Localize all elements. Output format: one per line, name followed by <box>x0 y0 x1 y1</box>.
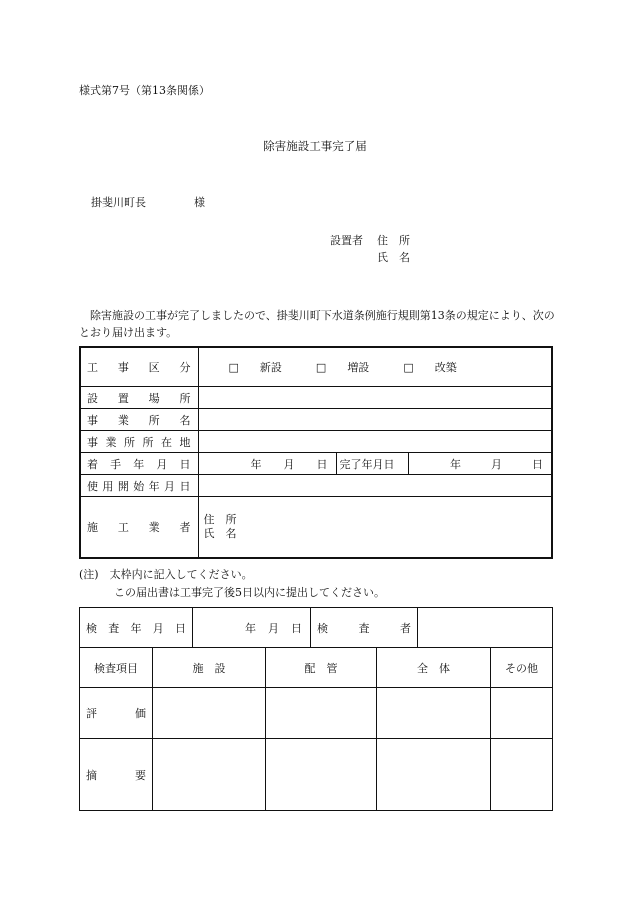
row-office-address <box>80 431 552 453</box>
label-char: 月 <box>156 457 168 471</box>
applicant-label: 設置者 <box>330 234 363 247</box>
option-new-label: 新設 <box>259 361 282 374</box>
label-char: 評 <box>86 707 97 720</box>
applicant-address-label: 住 所 <box>377 234 410 247</box>
inspection-items-row <box>80 648 553 688</box>
row-office-name <box>80 409 552 431</box>
inspector-label-text <box>311 620 417 636</box>
col-other: その他 <box>491 648 553 688</box>
inspector-field[interactable] <box>418 608 553 648</box>
label-char: 始 <box>133 479 145 493</box>
label-char: 日 <box>179 479 191 493</box>
contractor-field[interactable] <box>198 497 552 559</box>
evaluation-row <box>80 688 553 739</box>
use-start-label-text <box>87 478 198 494</box>
contractor-label <box>80 497 198 559</box>
evaluation-other[interactable] <box>491 688 553 739</box>
inspection-date-label-text <box>80 620 192 636</box>
label-char: 所 <box>124 435 135 449</box>
summary-piping[interactable] <box>266 739 377 811</box>
completion-year: 年 <box>450 457 461 471</box>
label-char: 施 <box>87 521 98 534</box>
evaluation-label <box>80 688 153 739</box>
use-start-label <box>80 475 198 497</box>
label-char: 価 <box>135 707 146 720</box>
evaluation-facility[interactable] <box>153 688 266 739</box>
row-contractor <box>80 497 552 559</box>
inspection-date-label <box>80 608 193 648</box>
label-char: 工 <box>87 361 98 374</box>
start-day: 日 <box>316 457 328 471</box>
label-char: 着 <box>87 457 98 471</box>
evaluation-label-text <box>80 705 152 721</box>
label-char: 工 <box>117 521 129 534</box>
document-title: 除害施設工事完了届 <box>263 139 367 153</box>
label-char: 場 <box>148 391 160 405</box>
location-field[interactable] <box>198 387 552 409</box>
checkbox-renovation[interactable]: □ <box>403 361 414 374</box>
evaluation-overall[interactable] <box>377 688 491 739</box>
label-char: 業 <box>148 521 160 534</box>
col-facility: 施 設 <box>153 648 266 688</box>
label-char: 年 <box>148 479 160 493</box>
checkbox-new[interactable]: □ <box>228 361 239 374</box>
insp-year: 年 <box>245 621 256 635</box>
start-date-label-text <box>87 456 198 472</box>
label-char: 査 <box>358 621 370 635</box>
addressee <box>91 194 205 210</box>
office-name-label <box>80 409 198 431</box>
office-name-field[interactable] <box>198 409 552 431</box>
form-number: 様式第7号（第13条関係） <box>79 84 210 97</box>
option-new[interactable] <box>229 359 292 375</box>
completion-month: 月 <box>491 457 502 471</box>
label-char: 置 <box>117 391 129 405</box>
applicant-name-label: 氏 名 <box>377 251 410 264</box>
notes-prefix: (注) <box>79 568 99 581</box>
note-1: 太枠内に記入してください。 <box>109 568 253 581</box>
inspection-table <box>79 607 553 811</box>
label-char: 地 <box>179 435 191 449</box>
label-char: 設 <box>87 391 98 405</box>
label-char: 在 <box>161 435 172 449</box>
row-use-start <box>80 475 552 497</box>
option-addition[interactable] <box>316 359 379 375</box>
row-construction-type <box>80 347 552 387</box>
contractor-address-label: 住 所 <box>203 513 237 526</box>
evaluation-piping[interactable] <box>266 688 377 739</box>
label-char: 査 <box>108 621 120 635</box>
option-addition-label: 増設 <box>347 361 370 374</box>
insp-month: 月 <box>268 621 279 635</box>
office-name-label-text <box>87 412 198 428</box>
inspection-header-row <box>80 608 553 648</box>
contractor-name-label: 氏 名 <box>203 527 237 540</box>
label-char: 月 <box>164 479 176 493</box>
label-char: 使 <box>87 479 98 493</box>
col-overall: 全 体 <box>377 648 491 688</box>
label-char: 分 <box>179 361 191 374</box>
completion-date-field[interactable] <box>408 453 552 475</box>
label-char: 年 <box>130 621 142 635</box>
inspector-label <box>311 608 418 648</box>
label-char: 用 <box>102 479 114 493</box>
start-date-field[interactable] <box>198 453 336 475</box>
label-char: 年 <box>133 457 145 471</box>
option-renovation-label: 改築 <box>434 361 457 374</box>
office-address-label <box>80 431 198 453</box>
label-char: 事 <box>87 413 98 427</box>
summary-row <box>80 739 553 811</box>
label-char: 者 <box>400 621 411 635</box>
completion-day: 日 <box>532 457 543 471</box>
note-2: この届出書は工事完了後5日以内に提出してください。 <box>114 586 385 599</box>
location-label <box>80 387 198 409</box>
use-start-field[interactable] <box>198 475 552 497</box>
label-char: 者 <box>179 521 191 534</box>
construction-type-label <box>80 347 198 387</box>
summary-overall[interactable] <box>377 739 491 811</box>
office-address-field[interactable] <box>198 431 552 453</box>
label-char: 所 <box>142 435 154 449</box>
label-char: 月 <box>152 621 164 635</box>
label-char: 検 <box>317 621 328 635</box>
summary-facility[interactable] <box>153 739 266 811</box>
construction-type-options <box>198 347 552 387</box>
col-piping: 配 管 <box>266 648 377 688</box>
row-location <box>80 387 552 409</box>
label-char: 業 <box>105 435 117 449</box>
start-date-label <box>80 453 198 475</box>
label-char: 名 <box>179 413 191 427</box>
location-label-text <box>87 390 198 406</box>
start-month: 月 <box>283 457 295 471</box>
insp-day: 日 <box>291 621 302 635</box>
summary-label <box>80 739 153 811</box>
start-year: 年 <box>250 457 262 471</box>
checkbox-addition[interactable]: □ <box>315 361 327 374</box>
inspection-date-field[interactable] <box>193 608 311 648</box>
label-char: 所 <box>148 413 160 427</box>
label-char: 業 <box>117 413 129 427</box>
addressee-name: 掛斐川町長 <box>91 196 146 209</box>
construction-type-label-text <box>87 359 198 375</box>
body-text: 除害施設の工事が完了しましたので、掛斐川町下水道条例施行規則第13条の規定により、次のとおり届け出ます。 <box>79 309 555 339</box>
label-char: 検 <box>86 621 97 635</box>
completion-date-label: 完了年月日 <box>336 453 408 475</box>
option-renovation[interactable] <box>403 359 466 375</box>
notes <box>79 566 385 602</box>
summary-label-text <box>80 767 152 783</box>
label-char: 所 <box>179 391 191 405</box>
addressee-honorific: 様 <box>194 196 205 209</box>
office-address-label-text <box>87 434 198 450</box>
label-char: 摘 <box>86 768 97 782</box>
label-char: 日 <box>175 621 186 635</box>
row-dates <box>80 453 552 475</box>
label-char: 区 <box>148 361 160 374</box>
label-char: 要 <box>135 768 146 782</box>
summary-other[interactable] <box>491 739 553 811</box>
label-char: 手 <box>110 457 122 471</box>
inspection-items-label: 検査項目 <box>80 648 153 688</box>
label-char: 開 <box>117 479 129 493</box>
label-char: 事 <box>117 361 129 374</box>
contractor-label-text <box>87 519 198 535</box>
main-form-table <box>79 346 553 559</box>
label-char: 日 <box>179 457 191 471</box>
label-char: 事 <box>87 435 98 449</box>
